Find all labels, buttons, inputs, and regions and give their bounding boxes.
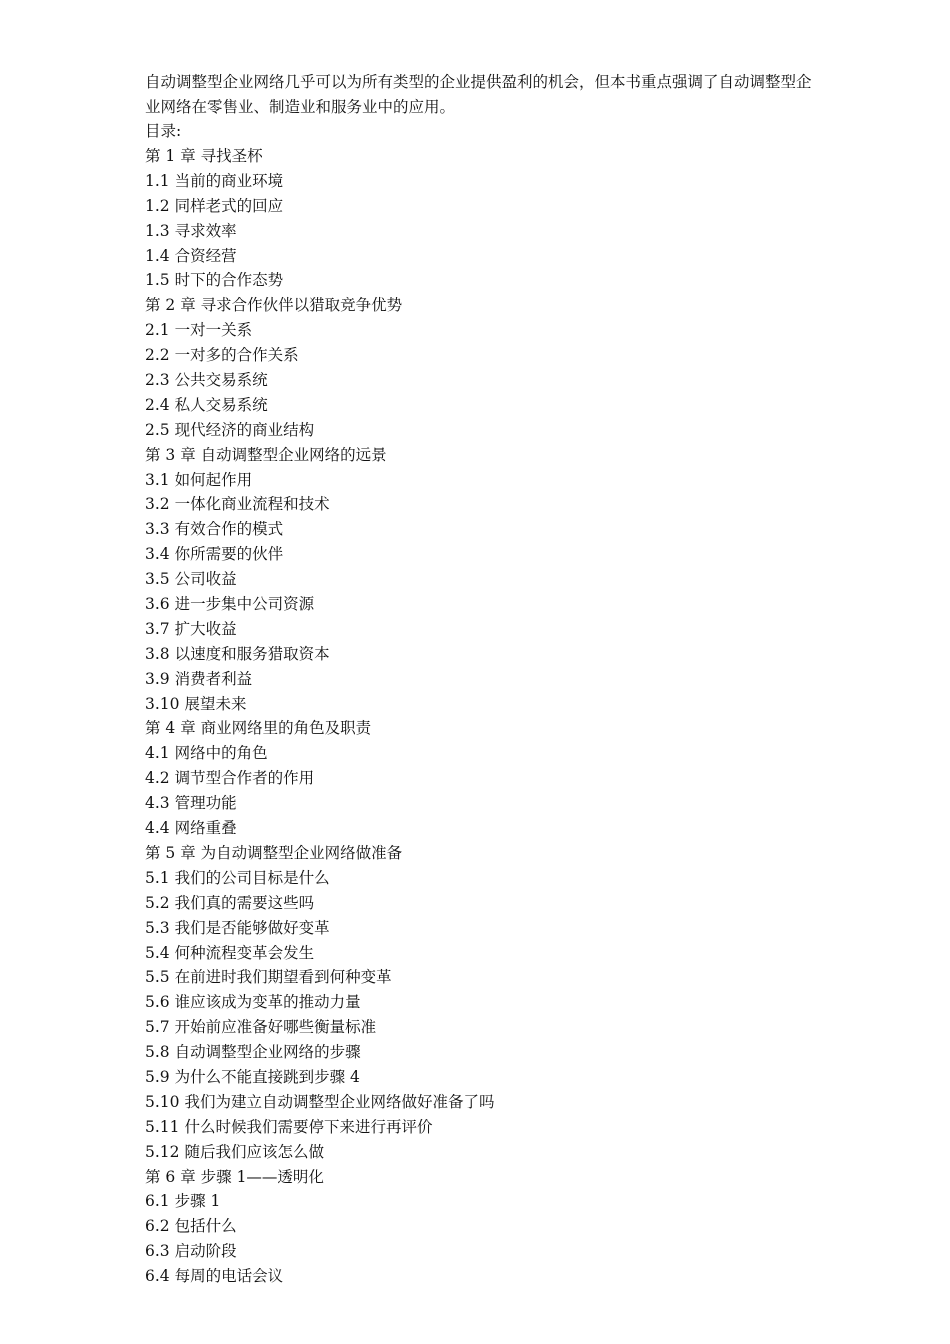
toc-chapter-1: 第 1 章 寻找圣杯 (145, 147, 263, 165)
toc-section: 3.2 一体化商业流程和技术 (145, 495, 330, 514)
document-page (145, 70, 815, 1289)
toc-section: 5.6 谁应该成为变革的推动力量 (145, 993, 361, 1012)
toc-section: 4.1 网络中的角色 (145, 744, 268, 763)
toc-section: 1.5 时下的合作态势 (145, 271, 284, 290)
toc-section: 3.10 展望未来 (145, 694, 247, 713)
toc-chapter-2: 第 2 章 寻求合作伙伴以猎取竞争优势 (145, 296, 403, 315)
toc-section: 1.2 同样老式的回应 (145, 196, 284, 215)
toc-section: 1.3 寻求效率 (145, 221, 237, 240)
toc-section: 5.5 在前进时我们期望看到何种变革 (145, 968, 392, 987)
toc-section: 6.1 步骤 1 (145, 1192, 221, 1211)
toc-section: 2.5 现代经济的商业结构 (145, 420, 315, 439)
table-of-contents (145, 144, 815, 1289)
toc-section: 2.4 私人交易系统 (145, 395, 268, 414)
toc-section: 1.1 当前的商业环境 (145, 171, 284, 190)
toc-chapter-6: 第 6 章 步骤 1——透明化 (145, 1167, 324, 1186)
toc-section: 3.9 消费者利益 (145, 669, 253, 688)
toc-section: 5.2 我们真的需要这些吗 (145, 893, 315, 912)
toc-section: 2.3 公共交易系统 (145, 371, 268, 390)
toc-section: 1.4 合资经营 (145, 246, 237, 265)
toc-section: 3.4 你所需要的伙伴 (145, 545, 284, 564)
toc-section: 3.3 有效合作的模式 (145, 520, 284, 539)
toc-section: 5.8 自动调整型企业网络的步骤 (145, 1043, 361, 1062)
toc-heading: 目录: (145, 122, 182, 140)
toc-chapter-4: 第 4 章 商业网络里的角色及职责 (145, 719, 372, 738)
toc-chapter-3: 第 3 章 自动调整型企业网络的远景 (145, 445, 387, 464)
toc-section: 5.9 为什么不能直接跳到步骤 4 (145, 1067, 360, 1086)
toc-section: 3.8 以速度和服务猎取资本 (145, 644, 330, 663)
toc-section: 2.1 一对一关系 (145, 321, 253, 340)
toc-section: 5.1 我们的公司目标是什么 (145, 868, 330, 887)
toc-section: 6.4 每周的电话会议 (145, 1267, 284, 1286)
toc-section: 5.7 开始前应准备好哪些衡量标准 (145, 1018, 377, 1037)
toc-section: 5.12 随后我们应该怎么做 (145, 1142, 324, 1161)
toc-section: 4.2 调节型合作者的作用 (145, 769, 315, 788)
intro-paragraph: 自动调整型企业网络几乎可以为所有类型的企业提供盈利的机会，但本书重点强调了自动调整型企业网络在零售业、制造业和服务业中的应用。 (145, 73, 812, 116)
toc-section: 2.2 一对多的合作关系 (145, 346, 299, 365)
toc-chapter-5: 第 5 章 为自动调整型企业网络做准备 (145, 843, 403, 862)
toc-section: 4.3 管理功能 (145, 794, 237, 813)
toc-section: 6.2 包括什么 (145, 1217, 237, 1236)
toc-section: 5.3 我们是否能够做好变革 (145, 918, 330, 937)
toc-section: 3.6 进一步集中公司资源 (145, 595, 315, 614)
toc-section: 5.11 什么时候我们需要停下来进行再评价 (145, 1117, 433, 1136)
toc-section: 4.4 网络重叠 (145, 819, 237, 838)
toc-section: 3.1 如何起作用 (145, 470, 253, 489)
toc-section: 6.3 启动阶段 (145, 1242, 237, 1261)
toc-section: 5.10 我们为建立自动调整型企业网络做好准备了吗 (145, 1092, 495, 1111)
toc-section: 3.7 扩大收益 (145, 619, 237, 638)
toc-section: 5.4 何种流程变革会发生 (145, 943, 315, 962)
toc-section: 3.5 公司收益 (145, 570, 237, 589)
